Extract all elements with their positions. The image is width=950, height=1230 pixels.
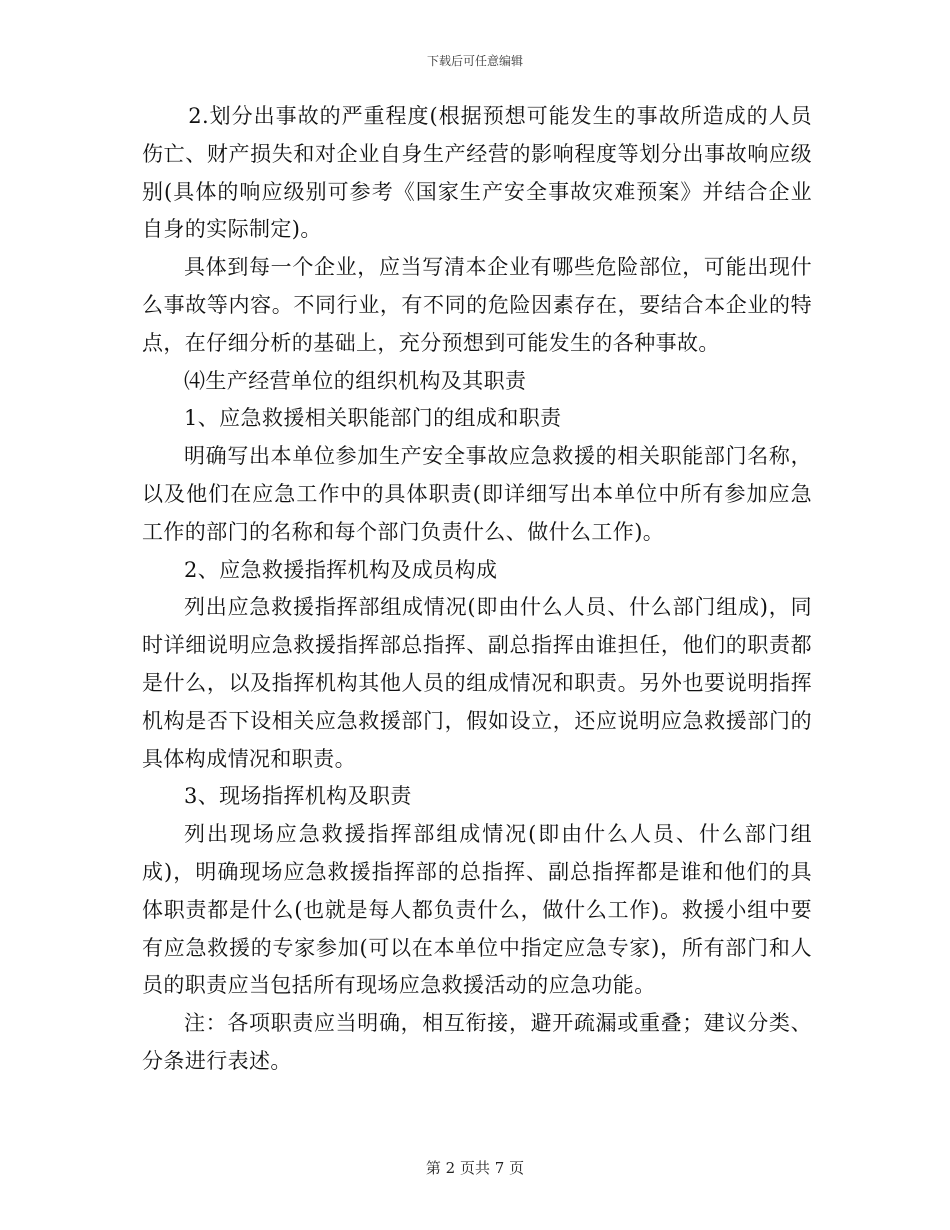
paragraph-functional-departments: 明确写出本单位参加生产安全事故应急救援的相关职能部门名称，以及他们在应急工作中的具体职责(即详细写出本单位中所有参加应急工作的部门的名称和每个部门负责什么、做什么工作)。 (142, 444, 812, 544)
document-body (142, 98, 812, 1081)
paragraph-note: 注：各项职责应当明确，相互衔接，避开疏漏或重叠；建议分类、分条进行表述。 (142, 1011, 812, 1073)
page-number: 第 2 页共 7 页 (425, 1159, 525, 1177)
header-note: 下载后可任意编辑 (426, 54, 523, 68)
subheading-command-structure: 2、应急救援指挥机构及成员构成 (184, 557, 498, 582)
paragraph-severity-levels: 2.划分出事故的严重程度(根据预想可能发生的事故所造成的人员伤亡、财产损失和对企业自身生产经营的影响程度等划分出事故响应级别(具体的响应级别可参考《国家生产安全事故灾难预案》并结合企业自身的实际制定)。 (142, 104, 812, 242)
subheading-onsite-command: 3、现场指挥机构及职责 (184, 784, 412, 809)
subheading-functional-departments: 1、应急救援相关职能部门的组成和职责 (184, 406, 562, 431)
paragraph-enterprise-specifics: 具体到每一个企业，应当写清本企业有哪些危险部位，可能出现什么事故等内容。不同行业，有不同的危险因素存在，要结合本企业的特点，在仔细分析的基础上，充分预想到可能发生的各种事故。 (142, 255, 812, 355)
section-heading-organization: ⑷生产经营单位的组织机构及其职责 (184, 368, 527, 393)
paragraph-onsite-command: 列出现场应急救援指挥部组成情况(即由什么人员、什么部门组成)，明确现场应急救援指挥部的总指挥、副总指挥都是谁和他们的具体职责都是什么(也就是每人都负责什么，做什么工作)。救援小组中要有应急救援的专家参加(可以在本单位中指定应急专家)，所有部门和人员的职责应当包括所有现场应急救援活动的应急功能。 (142, 822, 812, 998)
paragraph-command-structure: 列出应急救援指挥部组成情况(即由什么人员、什么部门组成)，同时详细说明应急救援指挥部总指挥、副总指挥由谁担任，他们的职责都是什么，以及指挥机构其他人员的组成情况和职责。另外也要说明指挥机构是否下设相关应急救援部门，假如设立，还应说明应急救援部门的具体构成情况和职责。 (142, 595, 812, 771)
